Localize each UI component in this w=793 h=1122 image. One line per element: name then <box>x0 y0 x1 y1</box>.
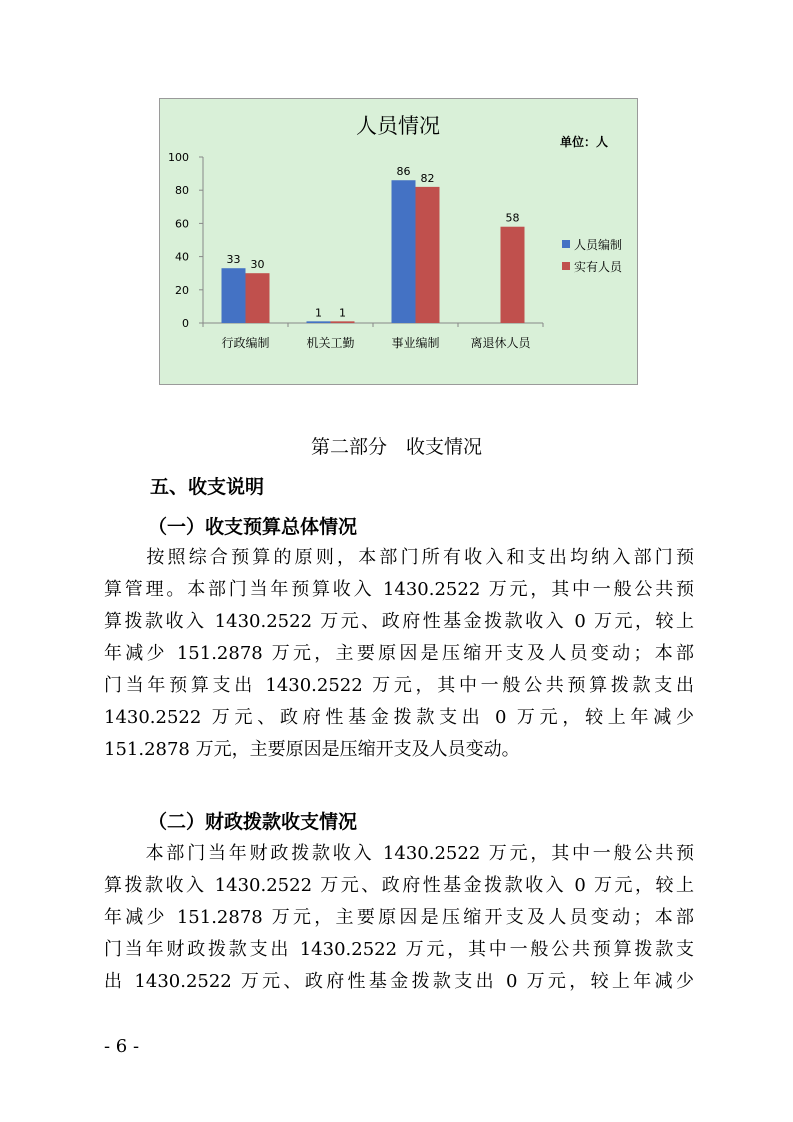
bar-人员编制 <box>222 268 246 323</box>
data-label: 1 <box>315 306 322 320</box>
data-label: 1 <box>339 306 346 320</box>
paragraph-line: 算管理。本部门当年预算收入 1430.2522 万元，其中一般公共预 <box>104 579 694 600</box>
people-bar-chart <box>160 99 636 383</box>
category-label: 机关工勤 <box>306 336 355 350</box>
page-number: - 6 - <box>104 1036 140 1057</box>
bar-实有人员 <box>416 187 440 323</box>
bar-实有人员 <box>331 321 355 323</box>
heading-fiscal-allocation: （二）财政拨款收支情况 <box>148 811 358 833</box>
paragraph-line: 1430.2522 万元、政府性基金拨款支出 0 万元，较上年减少 <box>104 707 694 728</box>
legend-label: 人员编制 <box>574 238 623 252</box>
unit-label: 单位：人 <box>560 135 609 149</box>
y-tick-label: 40 <box>175 250 189 264</box>
paragraph-budget-overview <box>104 542 694 766</box>
paragraph-line: 按照综合预算的原则，本部门所有收入和支出均纳入部门预 <box>104 547 694 568</box>
data-label: 33 <box>226 253 241 267</box>
heading-budget-overview: （一）收支预算总体情况 <box>148 516 358 538</box>
legend-swatch <box>562 240 570 248</box>
paragraph-fiscal-allocation <box>104 838 694 998</box>
data-label: 82 <box>420 171 435 185</box>
bar-实有人员 <box>501 227 525 323</box>
heading-income-expense: 五、收支说明 <box>150 476 265 498</box>
bar-人员编制 <box>392 180 416 323</box>
paragraph-line: 本部门当年财政拨款收入 1430.2522 万元，其中一般公共预 <box>104 843 694 864</box>
people-chart <box>159 98 638 385</box>
data-label: 86 <box>396 165 411 179</box>
paragraph-line: 算拨款收入 1430.2522 万元、政府性基金拨款收入 0 万元，较上 <box>104 875 694 896</box>
category-label: 事业编制 <box>391 336 440 350</box>
bar-实有人员 <box>246 273 270 323</box>
category-label: 行政编制 <box>221 336 270 350</box>
y-tick-label: 80 <box>175 184 189 198</box>
chart-title: 人员情况 <box>356 114 440 138</box>
data-label: 30 <box>250 258 265 272</box>
legend-swatch <box>562 262 570 270</box>
section-title: 第二部分 收支情况 <box>310 436 482 458</box>
paragraph-line: 年减少 151.2878 万元，主要原因是压缩开支及人员变动；本部 <box>104 907 694 928</box>
paragraph-line: 出 1430.2522 万元、政府性基金拨款支出 0 万元，较上年减少 <box>104 971 694 992</box>
paragraph-line: 151.2878 万元，主要原因是压缩开支及人员变动。 <box>104 739 520 760</box>
paragraph-line: 门当年预算支出 1430.2522 万元，其中一般公共预算拨款支出 <box>104 675 694 696</box>
data-label: 58 <box>505 211 520 225</box>
y-tick-label: 60 <box>175 217 189 231</box>
paragraph-line: 门当年财政拨款支出 1430.2522 万元，其中一般公共预算拨款支 <box>104 939 694 960</box>
category-label: 离退休人员 <box>470 336 531 350</box>
legend-label: 实有人员 <box>574 260 623 274</box>
y-tick-label: 20 <box>175 283 189 297</box>
y-tick-label: 100 <box>168 151 189 164</box>
y-tick-label: 0 <box>182 317 189 330</box>
paragraph-line: 年减少 151.2878 万元，主要原因是压缩开支及人员变动；本部 <box>104 643 694 664</box>
bar-人员编制 <box>307 321 331 323</box>
paragraph-line: 算拨款收入 1430.2522 万元、政府性基金拨款收入 0 万元，较上 <box>104 611 694 632</box>
